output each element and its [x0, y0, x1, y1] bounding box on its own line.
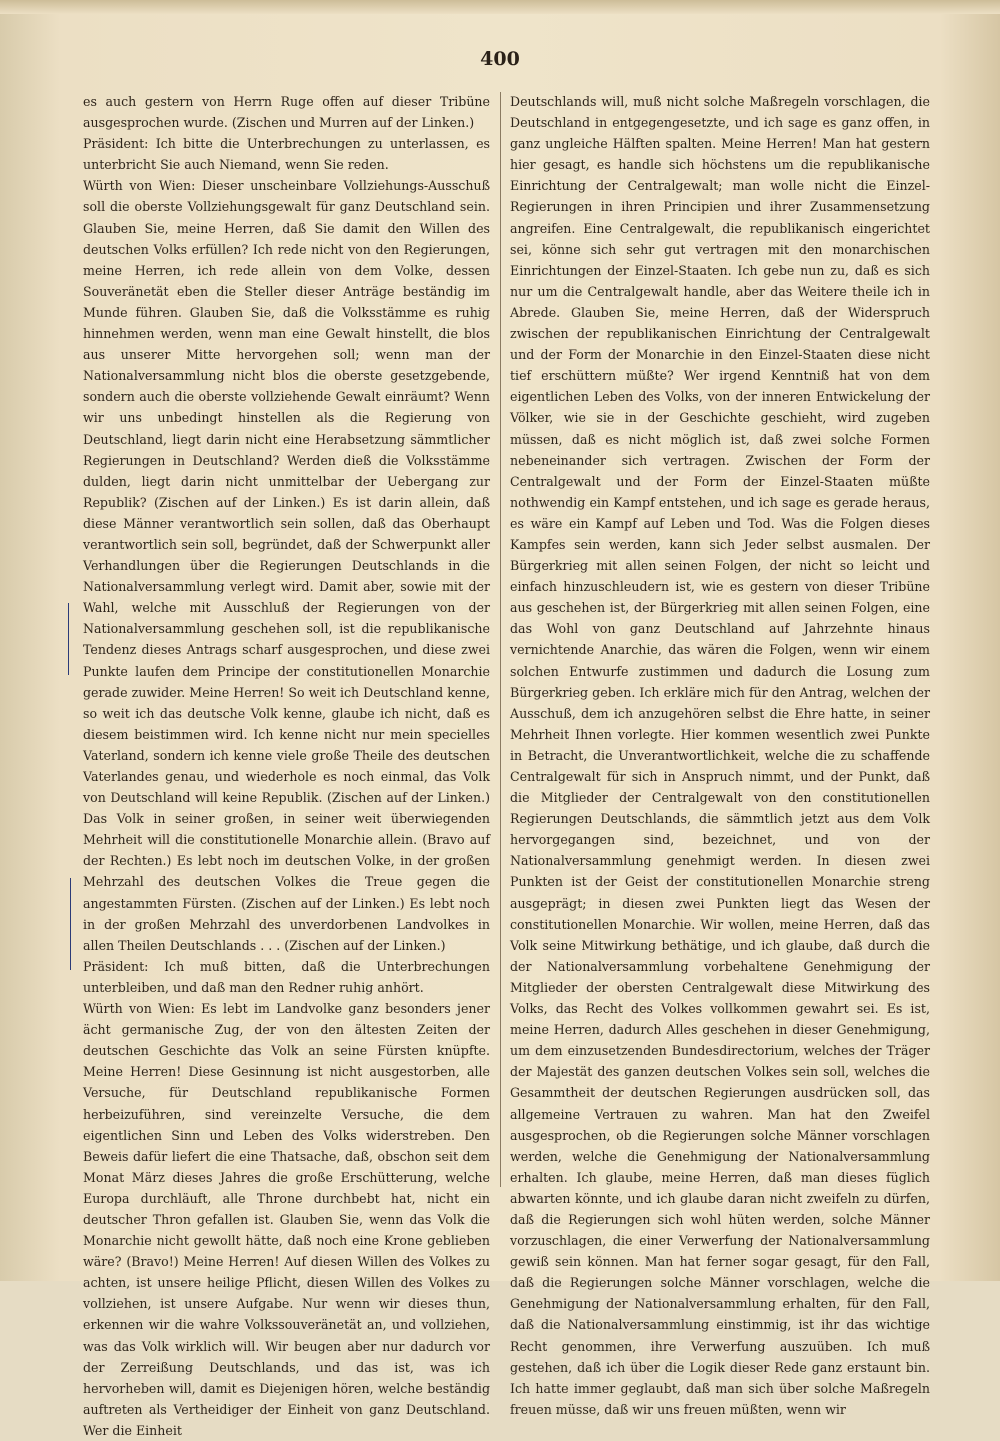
page-number: 400	[480, 48, 520, 70]
paragraph: Würth von Wien: Es lebt im Landvolke ganz besonders jener ächt germanische Zug, der von den ältesten Zeiten der deutschen Geschichte das Volk an seine Fürsten knüpfte. Meine Herren! Diese Gesinnung ist nicht ausgestorben, alle Versuche, für Deutschland republikanische Formen herbeizuführen, sind vereinzelte Versuche, die dem eigentlichen Sinn und Leben des Volks widerstreben. Den Beweis dafür liefert die eine Thatsache, daß, obschon seit dem Monat März dieses Jahres die große Erschütterung, welche Europa durchläuft, alle Throne durchbebt hat, nicht ein deutscher Thron gefallen ist. Glauben Sie, wenn das Volk die Monarchie nicht gewollt hätte, daß noch eine Krone geblieben wäre? (Bravo!) Meine Herren! Auf diesen Willen des Volkes zu achten, ist unsere heilige Pflicht, diesen Willen des Volkes zu vollziehen, ist unsere Aufgabe. Nur wenn wir dieses thun, erkennen wir die wahre Volkssouveränetät an, und vollziehen, was das Volk wirklich will. Wir beugen aber nur dadurch vor der Zerreißung Deutschlands, und das ist, was ich hervorheben will, damit es Diejenigen hören, welche beständig auftreten als Vertheidiger der Einheit von ganz Deutschland. Wer die Einheit	[83, 1001, 490, 1438]
right-text-column	[510, 91, 930, 1417]
margin-pencil-mark	[68, 603, 69, 675]
paragraph: Präsident: Ich muß bitten, daß die Unterbrechungen unterbleiben, und daß man den Redner ruhig anhört.	[83, 958, 490, 995]
page-top-edge	[0, 0, 1000, 14]
paragraph: Würth von Wien: Dieser unscheinbare Vollziehungs-Ausschuß soll die oberste Vollziehungsgewalt für ganz Deutschland sein. Glauben Sie, meine Herren, daß Sie damit den Willen des deutschen Volks erfüllen? Ich rede nicht von den Regierungen, meine Herren, ich rede allein von dem Volke, dessen Souveränetät eben die Steller dieser Anträge beständig im Munde führen. Glauben Sie, daß die Volksstämme es ruhig hinnehmen werden, wenn man eine Gewalt hinstellt, die blos aus unserer Mitte hervorgehen soll; wenn man der Nationalversammlung nicht blos die oberste gesetzgebende, sondern auch die oberste vollziehende Gewalt einräumt? Wenn wir uns unbedingt hinstellen als die Regierung von Deutschland, liegt darin nicht eine Herabsetzung sämmtlicher Regierungen in Deutschland? Werden dieß die Volksstämme dulden, liegt darin nicht unmittelbar der Uebergang zur Republik? (Zischen auf der Linken.) Es ist darin allein, daß diese Männer verantwortlich sein sollen, daß das Oberhaupt verantwortlich sein soll, begründet, daß der Schwerpunkt aller Verhandlungen über die Regierungen Deutschlands in die Nationalversammlung verlegt wird. Damit aber, sowie mit der Wahl, welche mit Ausschluß der Regierungen von der Nationalversammlung geschehen soll, ist die republikanische Tendenz dieses Antrags scharf ausgesprochen, und diese zwei Punkte laufen dem Principe der constitutionellen Monarchie gerade zuwider. Meine Herren! So weit ich Deutschland kenne, so weit ich das deutsche Volk kenne, glaube ich nicht, daß es diesem beistimmen wird. Ich kenne nicht nur mein specielles Vaterland, sondern ich kenne viele große Theile des deutschen Vaterlandes genau, und wiederhole es noch einmal, das Volk von Deutschland will keine Republik. (Zischen auf der Linken.) Das Volk in seiner großen, in seiner weit überwiegenden Mehrheit will die constitutionelle Monarchie allein. (Bravo auf der Rechten.) Es lebt noch im deutschen Volke, in der großen Mehrzahl des deutschen Volkes die Treue gegen die angestammten Fürsten. (Zischen auf der Linken.) Es lebt noch in der großen Mehrzahl des unverdorbenen Landvolkes in allen Theilen Deutschlands . . . (Zischen auf der Linken.)	[83, 178, 490, 953]
margin-pencil-mark	[70, 878, 71, 970]
paragraph: Präsident: Ich bitte die Unterbrechungen zu unterlassen, es unterbricht Sie auch Niemand, wenn Sie reden.	[83, 136, 490, 173]
column-divider	[500, 92, 501, 1187]
left-text-column	[83, 91, 490, 1438]
paragraph: Deutschlands will, muß nicht solche Maßregeln vorschlagen, die Deutschland in entgegengesetzte, und ich sage es ganz offen, in ganz ungleiche Hälften spalten. Meine Herren! Man hat gestern hier gesagt, es handle sich höchstens um die republikanische Einrichtung der Centralgewalt; man wolle nicht die Einzel-Regierungen in ihren Principien und ihrer Zusammensetzung angreifen. Eine Centralgewalt, die republikanisch eingerichtet sei, könne sich sehr gut vertragen mit den monarchischen Einrichtungen der Einzel-Staaten. Ich gebe nun zu, daß es sich nur um die Centralgewalt handle, aber das Weitere theile ich in Abrede. Glauben Sie, meine Herren, daß der Widerspruch zwischen der republikanischen Einrichtung der Centralgewalt und der Form der Monarchie in den Einzel-Staaten diese nicht tief erschüttern müßte? Wer irgend Kenntniß hat von dem eigentlichen Leben des Volks, von der inneren Entwickelung der Völker, wie sie in der Geschichte geschieht, wird zugeben müssen, daß es nicht möglich ist, daß zwei solche Formen nebeneinander sich vertragen. Zwischen der Form der Centralgewalt und der Form der Einzel-Staaten müßte nothwendig ein Kampf entstehen, und ich sage es gerade heraus, es wäre ein Kampf auf Leben und Tod. Was die Folgen dieses Kampfes sein werden, kann sich Jeder selbst ausmalen. Der Bürgerkrieg mit allen seinen Folgen, der nicht so leicht und einfach hinzuschleudern ist, wie es gestern von dieser Tribüne aus geschehen ist, der Bürgerkrieg mit allen seinen Folgen, eine das Wohl von ganz Deutschland auf Jahrzehnte hinaus vernichtende Anarchie, das wären die Folgen, wenn wir einem solchen Entwurfe zustimmen und dadurch die Losung zum Bürgerkrieg geben. Ich erkläre mich für den Antrag, welchen der Ausschuß, dem ich anzugehören selbst die Ehre hatte, in seiner Mehrheit Ihnen vorlegte. Hier kommen wesentlich zwei Punkte in Betracht, die Unverantwortlichkeit, welche die zu schaffende Centralgewalt für sich in Anspruch nimmt, und der Punkt, daß die Mitglieder der Centralgewalt von den constitutionellen Regierungen Deutschlands, die sämmtlich jetzt aus dem Volk hervorgegangen sind, bezeichnet, und von der Nationalversammlung genehmigt werden. In diesen zwei Punkten ist der Geist der constitutionellen Monarchie streng ausgeprägt; in diesen zwei Punkten liegt das Wesen der constitutionellen Monarchie. Wir wollen, meine Herren, daß das Volk seine Mitwirkung bethätige, und ich glaube, daß durch die der Nationalversammlung vorbehaltene Genehmigung der Mitglieder der obersten Centralgewalt diese Mitwirkung des Volks, das Recht des Volkes vollkommen gewahrt sei. Es ist, meine Herren, dadurch Alles geschehen in dieser Genehmigung, um dem einzusetzenden Bundesdirectorium, welches der Träger der Majestät des ganzen deutschen Volkes sein soll, welches die Gesammtheit der deutschen Regierungen ausdrücken soll, das allgemeine Vertrauen zu wahren. Man hat den Zweifel ausgesprochen, ob die Regierungen solche Männer vorschlagen werden, welche die Genehmigung der Nationalversammlung erhalten. Ich glaube, meine Herren, daß man dieses füglich abwarten könnte, und ich glaube daran nicht zweifeln zu dürfen, daß die Regierungen sich wohl hüten werden, solche Männer vorzuschlagen, die einer Verwerfung der Nationalversammlung gewiß sein können. Man hat ferner sogar gesagt, für den Fall, daß die Regierungen solche Männer vorschlagen, welche die Genehmigung der Nationalversammlung erhalten, für den Fall, daß die Nationalversammlung einstimmig, ist ihr das wichtige Recht genommen, ihre Verwerfung auszuüben. Ich muß gestehen, daß ich über die Logik dieser Rede ganz erstaunt bin. Ich hatte immer geglaubt, daß man sich über solche Maßregeln freuen müsse, daß wir uns freuen müßten, wenn wir	[510, 94, 930, 1417]
paragraph: es auch gestern von Herrn Ruge offen auf dieser Tribüne ausgesprochen wurde. (Zischen und Murren auf der Linken.)	[83, 94, 490, 131]
